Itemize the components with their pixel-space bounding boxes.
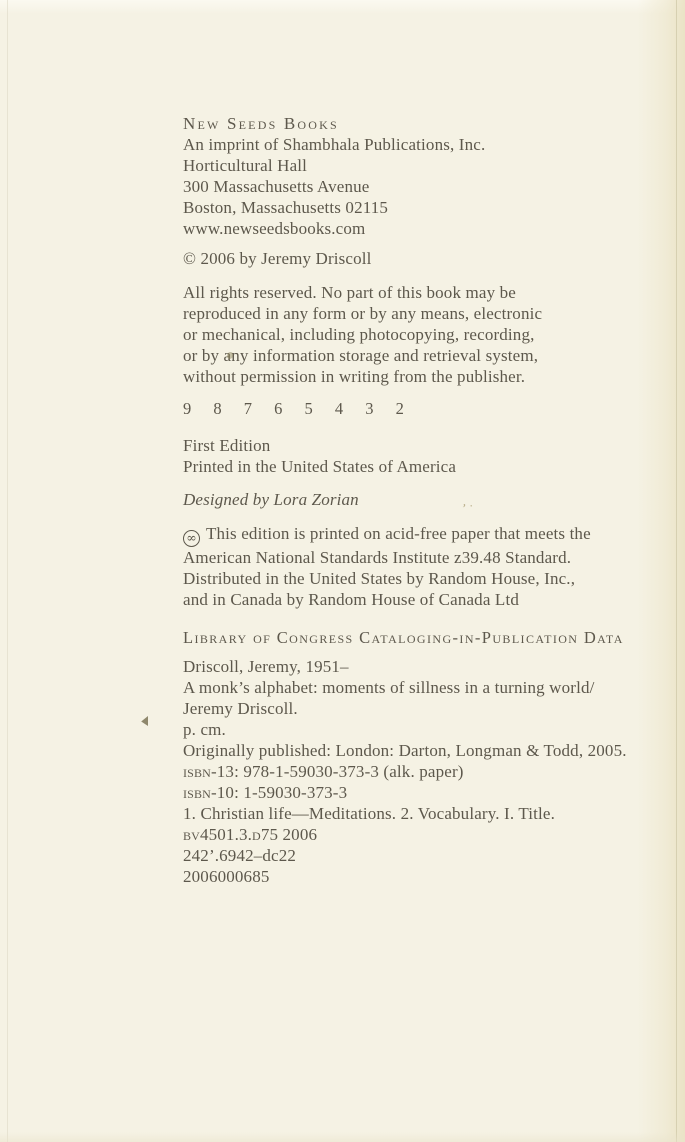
cip-title-continuation: Jeremy Driscoll. xyxy=(183,699,298,718)
isbn13-label: isbn-13 xyxy=(183,762,235,781)
isbn10-value: : 1-59030-373-3 xyxy=(234,783,348,802)
publisher-address-line: 300 Massachusetts Avenue xyxy=(183,177,370,196)
imprint-description: An imprint of Shambhala Publications, Inc. xyxy=(183,135,486,154)
cip-author-line: Driscoll, Jeremy, 1951– xyxy=(183,657,349,676)
rights-line: reproduced in any form or by any means, electronic xyxy=(183,304,543,323)
cip-data-block xyxy=(183,656,627,887)
page-top-edge xyxy=(0,0,685,14)
ink-speck-artifact xyxy=(140,716,148,726)
distribution-line: and in Canada by Random House of Canada Ltd xyxy=(183,589,519,609)
printing-number-line xyxy=(183,398,413,419)
scan-mark-artifact: ’ ̇ xyxy=(459,500,469,517)
copyright-line: © 2006 by Jeremy Driscoll xyxy=(183,249,372,268)
edition-line: First Edition xyxy=(183,436,271,455)
rights-line: All rights reserved. No part of this book may be xyxy=(183,283,516,302)
rights-line: or mechanical, including photocopying, recording, xyxy=(183,325,535,344)
copyright-notice xyxy=(183,248,372,269)
isbn13-value: : 978-1-59030-373-3 (alk. paper) xyxy=(234,762,464,781)
loc-cataloging-heading xyxy=(183,627,624,648)
cip-subjects-line: 1. Christian life—Meditations. 2. Vocabulary. I. Title. xyxy=(183,804,555,823)
distribution-line: Distributed in the United States by Random House, Inc., xyxy=(183,568,576,588)
rights-line: or by any information storage and retrieval system, xyxy=(183,346,539,365)
edition-block xyxy=(183,435,456,477)
print-run-numbers: 9 8 7 6 5 4 3 2 xyxy=(183,399,413,418)
paper-notice-text: This edition is printed on acid-free paper that meets the xyxy=(206,524,591,543)
publisher-address-line: Horticultural Hall xyxy=(183,156,308,175)
paper-notice-line: American National Standards Institute z39.48 Standard. xyxy=(183,547,572,567)
publisher-address-line: Boston, Massachusetts 02115 xyxy=(183,198,389,217)
acid-free-paper-notice xyxy=(183,523,591,610)
rights-line: without permission in writing from the publisher. xyxy=(183,367,526,386)
designer-credit xyxy=(183,489,359,510)
page-left-edge-line xyxy=(7,0,8,1142)
publisher-block xyxy=(183,113,485,239)
cip-isbn10-line xyxy=(183,782,627,803)
imprint-name: New Seeds Books xyxy=(183,114,339,133)
page-right-edge-line xyxy=(676,0,677,1142)
rights-paragraph xyxy=(183,282,542,387)
page-right-edge-shading xyxy=(637,0,685,1142)
designer-credit-line: Designed by Lora Zorian xyxy=(183,490,359,509)
cip-title-line: A monk’s alphabet: moments of sillness in a turning world/ xyxy=(183,678,595,697)
cip-original-publication-line: Originally published: London: Darton, Longman & Todd, 2005. xyxy=(183,741,627,760)
cip-collation-line: p. cm. xyxy=(183,720,226,739)
cip-lccn: 2006000685 xyxy=(183,867,270,886)
permanent-paper-icon: ∞ xyxy=(183,530,200,547)
loc-heading-text: Library of Congress Cataloging-in-Publication Data xyxy=(183,628,624,647)
paper-notice-line xyxy=(183,523,591,547)
cip-lc-classification: bv4501.3.d75 2006 xyxy=(183,825,318,844)
cip-dewey-number: 242’.6942–dc22 xyxy=(183,846,297,865)
printed-in-line: Printed in the United States of America xyxy=(183,457,457,476)
isbn10-label: isbn-10 xyxy=(183,783,235,802)
page-bottom-edge xyxy=(0,1132,685,1142)
cip-isbn13-line xyxy=(183,761,627,782)
publisher-website: www.newseedsbooks.com xyxy=(183,219,366,238)
